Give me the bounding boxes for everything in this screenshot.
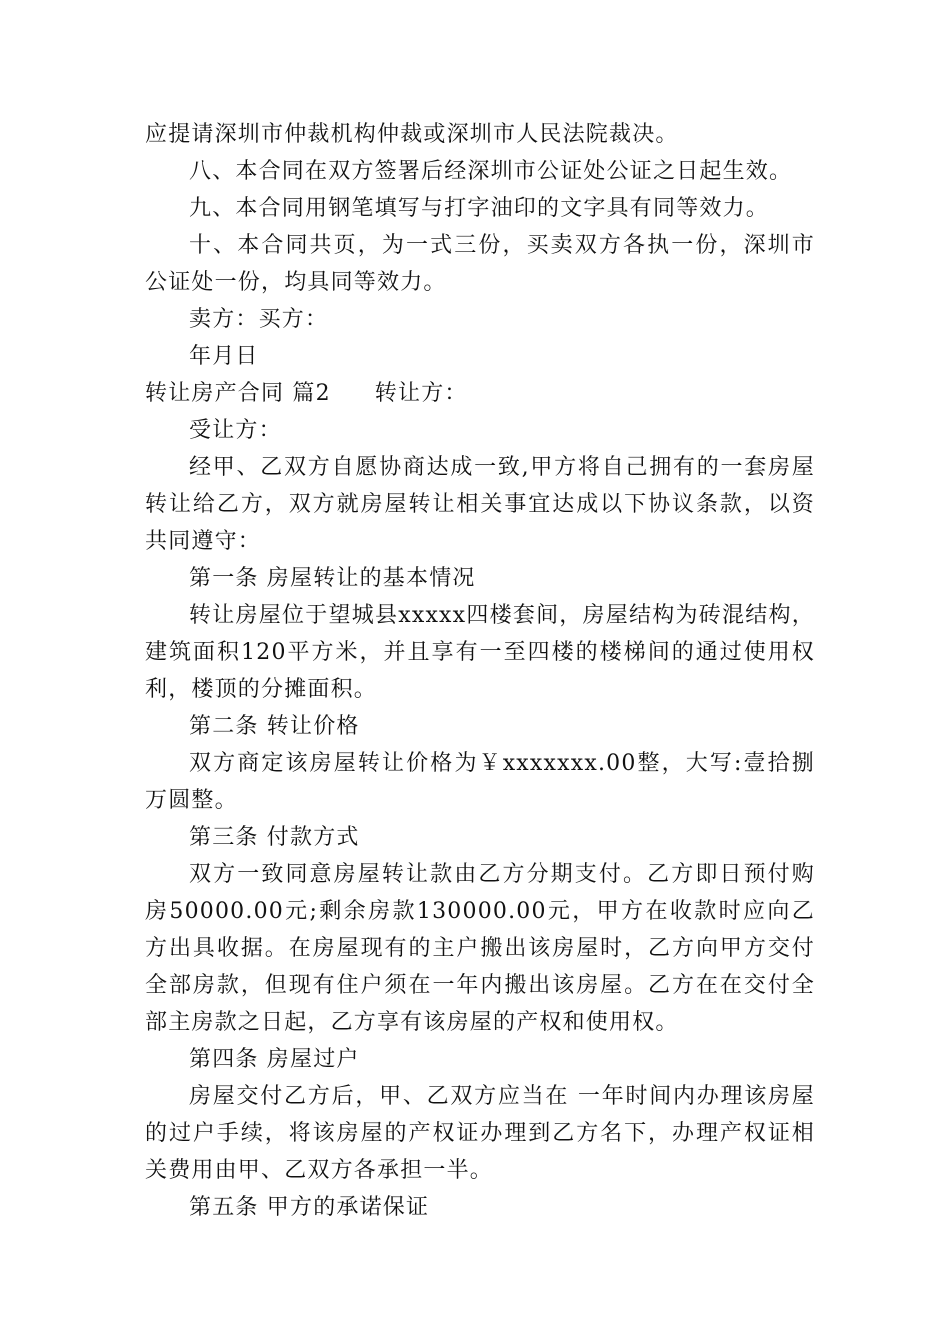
paragraph-clause-8: 八、本合同在双方签署后经深圳市公证处公证之日起生效。 — [189, 159, 793, 184]
signature-line: 卖方：买方： — [189, 307, 329, 332]
article-5-heading: 第五条 甲方的承诺保证 — [189, 1195, 430, 1220]
paragraph-clause-9: 九、本合同用钢笔填写与打字油印的文字具有同等效力。 — [189, 196, 770, 221]
paragraph-preamble: 经甲、乙双方自愿协商达成一致,甲方将自己拥有的一套房屋转让给乙方，双方就房屋转让相关事宜达成以下协议条款，以资共同遵守： — [145, 455, 815, 554]
section-heading — [145, 375, 815, 412]
paragraph-arbitration-tail: 应提请深圳市仲裁机构仲裁或深圳市人民法院裁决。 — [145, 122, 679, 147]
article-4-heading: 第四条 房屋过户 — [189, 1047, 360, 1072]
article-1-body: 转让房屋位于望城县xxxxx四楼套间，房屋结构为砖混结构，建筑面积120平方米，并且享有一至四楼的楼梯间的通过使用权利，楼顶的分摊面积。 — [145, 603, 815, 702]
paragraph-clause-10: 十、本合同共页，为一式三份，买卖双方各执一份，深圳市公证处一份，均具同等效力。 — [145, 233, 815, 295]
section-title: 转让房产合同 篇2 — [145, 381, 331, 406]
article-4-body: 房屋交付乙方后，甲、乙双方应当在 一年时间内办理该房屋的过户手续，将该房屋的产权证办理到乙方名下，办理产权证相关费用由甲、乙双方各承担一半。 — [145, 1084, 815, 1183]
article-3-body: 双方一致同意房屋转让款由乙方分期支付。乙方即日预付购房50000.00元;剩余房款130000.00元，甲方在收款时应向乙方出具收据。在房屋现有的主户搬出该房屋时，乙方向甲方交付全部房款，但现有住户须在一年内搬出该房屋。乙方在在交付全部主房款之日起，乙方享有该房屋的产权和使用权。 — [145, 862, 815, 1035]
date-line: 年月日 — [189, 344, 259, 369]
document-body — [145, 116, 815, 1226]
transferor-label: 转让方： — [374, 381, 468, 406]
article-2-heading: 第二条 转让价格 — [189, 714, 360, 739]
article-1-heading: 第一条 房屋转让的基本情况 — [189, 566, 476, 591]
transferee-label: 受让方： — [189, 418, 282, 443]
article-2-body: 双方商定该房屋转让价格为￥xxxxxxx.00整，大写:壹拾捌万圆整。 — [145, 751, 815, 813]
article-3-heading: 第三条 付款方式 — [189, 825, 360, 850]
